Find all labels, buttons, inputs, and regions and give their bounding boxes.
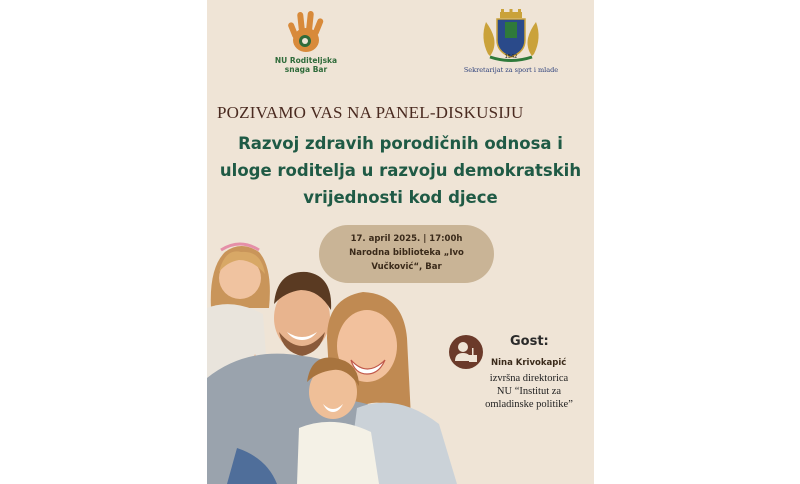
guest-name: Nina Krivokapić (491, 358, 567, 368)
org-logo (251, 8, 361, 74)
crest-year: 1542 (504, 54, 518, 60)
org-name-line-1: NU Roditeljska (274, 56, 338, 65)
event-venue-line-1: Narodna biblioteka „Ivo (349, 248, 464, 258)
guest-label: Gost: (510, 334, 549, 349)
guest-role (469, 372, 589, 411)
event-venue-line-2: Vučković“, Bar (371, 262, 442, 272)
guest-role-line-2: NU “Institut za (496, 386, 562, 397)
event-poster (207, 0, 594, 484)
org-name (251, 56, 361, 74)
topic-line-2: uloge roditelja u razvoju demokratskih (219, 161, 582, 180)
guest-avatar-icon (449, 335, 483, 369)
secretariat-name: Sekretarijat za sport i mlade (463, 66, 559, 74)
speaker-icon (449, 335, 483, 369)
event-details-badge (319, 225, 494, 283)
invitation-heading: POZIVAMO VAS NA PANEL-DISKUSIJU (217, 103, 524, 122)
coat-of-arms-icon (476, 8, 546, 64)
guest-role-line-1: izvršna direktorica (489, 373, 569, 384)
topic-line-1: Razvoj zdravih porodičnih odnosa i (238, 134, 563, 153)
panel-topic (207, 130, 594, 211)
event-date-time: 17. april 2025. | 17:00h (350, 234, 463, 244)
municipality-logo (446, 8, 576, 74)
org-name-line-2: snaga Bar (284, 65, 328, 74)
hand-icon (284, 8, 328, 54)
topic-line-3: vrijednosti kod djece (303, 188, 498, 207)
guest-role-line-3: omladinske politike” (485, 399, 573, 410)
